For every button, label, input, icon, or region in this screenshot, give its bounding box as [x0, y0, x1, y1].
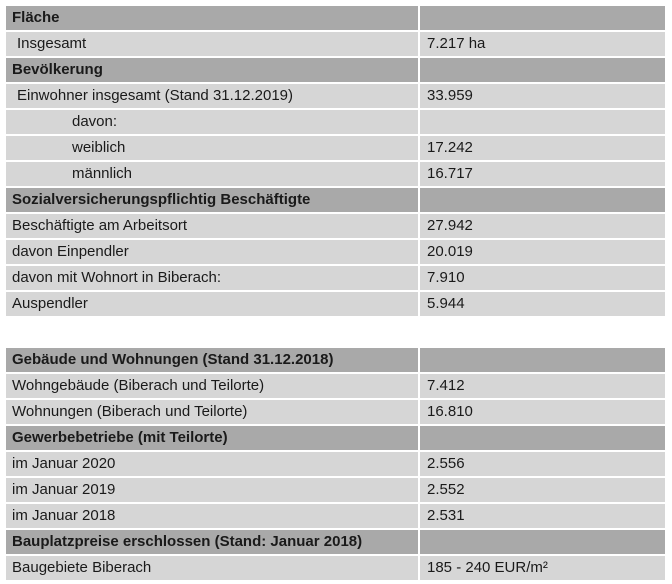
section-heading: Fläche	[6, 6, 418, 30]
row-label: Einwohner insgesamt (Stand 31.12.2019)	[6, 84, 418, 108]
row-label: Insgesamt	[6, 32, 418, 56]
row-label: weiblich	[6, 136, 418, 160]
row-value: 2.531	[420, 504, 665, 528]
row-value: 16.717	[420, 162, 665, 186]
row-label: Auspendler	[6, 292, 418, 316]
row-value	[420, 110, 665, 134]
row-label: Wohngebäude (Biberach und Teilorte)	[6, 374, 418, 398]
row-value: 20.019	[420, 240, 665, 264]
row-value	[420, 58, 665, 82]
table-row	[6, 348, 665, 372]
row-label: im Januar 2020	[6, 452, 418, 476]
section-heading: Bauplatzpreise erschlossen (Stand: Januar 2018)	[6, 530, 418, 554]
row-value: 7.910	[420, 266, 665, 290]
table-row	[6, 504, 665, 528]
row-value: 27.942	[420, 214, 665, 238]
table-row	[6, 188, 665, 212]
table-row	[6, 400, 665, 424]
table-spacer	[6, 318, 665, 348]
table-row	[6, 478, 665, 502]
row-value: 185 - 240 EUR/m²	[420, 556, 665, 580]
row-value	[420, 530, 665, 554]
table-row	[6, 136, 665, 160]
row-label: im Januar 2019	[6, 478, 418, 502]
row-label: davon Einpendler	[6, 240, 418, 264]
table-row	[6, 374, 665, 398]
statistics-table-1	[6, 6, 665, 318]
row-value: 5.944	[420, 292, 665, 316]
row-value: 7.412	[420, 374, 665, 398]
table-row	[6, 426, 665, 450]
table-row	[6, 556, 665, 580]
table-row	[6, 292, 665, 316]
table-row	[6, 240, 665, 264]
section-heading: Sozialversicherungspflichtig Beschäftigte	[6, 188, 418, 212]
section-heading: Gewerbebetriebe (mit Teilorte)	[6, 426, 418, 450]
section-heading: Bevölkerung	[6, 58, 418, 82]
row-value: 33.959	[420, 84, 665, 108]
row-value	[420, 348, 665, 372]
row-value	[420, 188, 665, 212]
table-row	[6, 530, 665, 554]
row-label: Wohnungen (Biberach und Teilorte)	[6, 400, 418, 424]
table-row	[6, 214, 665, 238]
table-row	[6, 452, 665, 476]
section-heading: Gebäude und Wohnungen (Stand 31.12.2018)	[6, 348, 418, 372]
row-value: 2.556	[420, 452, 665, 476]
row-label: männlich	[6, 162, 418, 186]
table-row	[6, 32, 665, 56]
row-label: davon mit Wohnort in Biberach:	[6, 266, 418, 290]
row-value	[420, 426, 665, 450]
table-row	[6, 266, 665, 290]
row-value: 2.552	[420, 478, 665, 502]
row-label: im Januar 2018	[6, 504, 418, 528]
row-value: 16.810	[420, 400, 665, 424]
table-row	[6, 162, 665, 186]
row-value: 7.217 ha	[420, 32, 665, 56]
statistics-table-2	[6, 348, 665, 582]
table-row	[6, 84, 665, 108]
table-row	[6, 110, 665, 134]
row-label: davon:	[6, 110, 418, 134]
table-row	[6, 58, 665, 82]
row-value	[420, 6, 665, 30]
row-label: Baugebiete Biberach	[6, 556, 418, 580]
table-row	[6, 6, 665, 30]
row-label: Beschäftigte am Arbeitsort	[6, 214, 418, 238]
row-value: 17.242	[420, 136, 665, 160]
